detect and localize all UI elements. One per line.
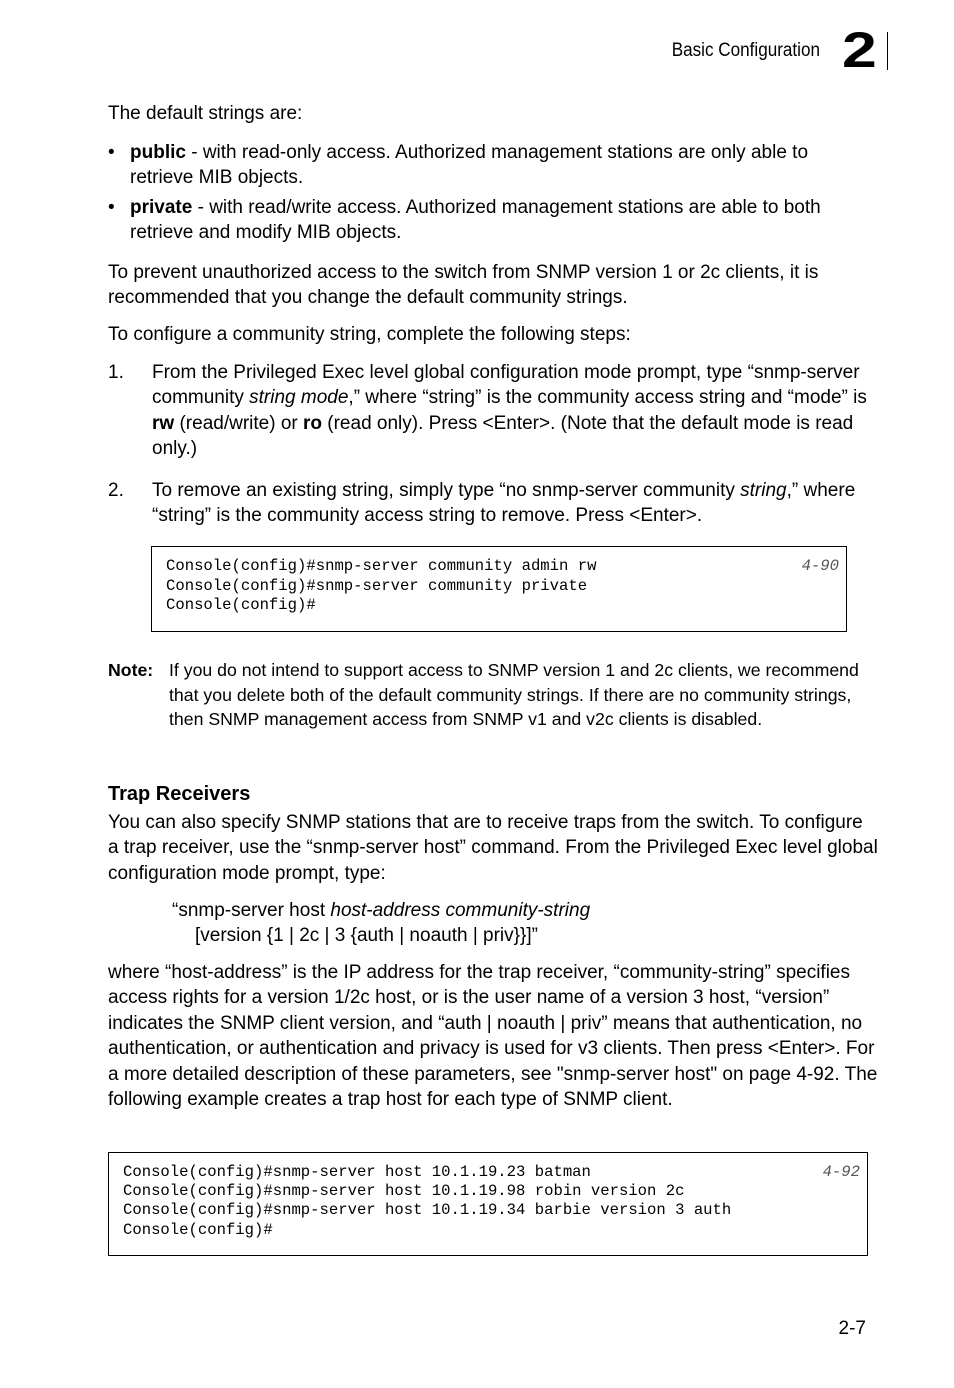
step-1 <box>152 360 872 462</box>
paragraph-prevent: To prevent unauthorized access to the switch from SNMP version 1 or 2c clients, it is recommended that you change the default community strings. <box>108 262 819 309</box>
intro-text: The default strings are: <box>108 103 303 124</box>
code-line: Console(config)#snmp-server host 10.1.19.34 barbie version 3 auth <box>123 1201 732 1219</box>
note-label: Note: <box>108 660 154 680</box>
bullet-term: private <box>130 197 193 218</box>
command-text: “snmp-server host <box>172 900 331 921</box>
page-number: 2-7 <box>838 1318 866 1339</box>
code-line: Console(config)# <box>123 1221 273 1239</box>
bullet-marker: • <box>108 197 115 218</box>
step-text: To remove an existing string, simply type “no snmp-server community <box>152 480 741 501</box>
trap-description: where “host-address” is the IP address for the trap receiver, “community-string” specifies access rights for a version 1/2c host, or is the user name of a version 3 host, “version” indicates the SNMP client version, and “auth | noauth | priv” means that authentication, no authentication, or authentication and privacy is used for v3 clients. Then press <Enter>. For a more detailed description of these parameters, see "snmp-server host" on page 4-92. The following example creates a trap host for each type of SNMP client. <box>108 962 878 1111</box>
step-text: (read/write) or <box>174 412 303 434</box>
chapter-number: 2 <box>842 22 877 78</box>
step-italic: string mode <box>249 387 349 409</box>
code-line: Console(config)# <box>166 596 316 614</box>
code-block-trap-host <box>108 1152 868 1256</box>
bullet-private <box>130 195 875 246</box>
step-text: ,” where “string” is the community access string to remove. Press <Enter>. <box>152 480 856 527</box>
step-bold: ro <box>303 412 322 434</box>
code-line: Console(config)#snmp-server community admin rw <box>166 557 597 575</box>
chapter-rule <box>887 32 889 70</box>
running-header: Basic Configuration <box>671 40 820 61</box>
step-bold: rw <box>152 412 175 434</box>
step-number: 1. <box>108 362 124 383</box>
bullet-public <box>130 140 875 191</box>
code-line: Console(config)#snmp-server host 10.1.19.23 batman <box>123 1163 591 1181</box>
chapter-badge <box>838 22 890 78</box>
command-syntax-line-2: [version {1 | 2c | 3 {auth | noauth | priv}}]” <box>195 925 538 946</box>
trap-paragraph: You can also specify SNMP stations that are to receive traps from the switch. To configure a trap receiver, use the “snmp-server host” command. From the Privileged Exec level global configuration mode prompt, type: <box>108 812 878 884</box>
command-params: host-address community-string <box>330 900 591 921</box>
step-number: 2. <box>108 480 124 501</box>
paragraph-configure: To configure a community string, complete the following steps: <box>108 324 631 345</box>
bullet-term: public <box>130 142 186 163</box>
step-text: ,” where “string” is the community access string and “mode” is <box>348 387 867 409</box>
note-text: If you do not intend to support access to SNMP version 1 and 2c clients, we recommend that you delete both of the default community strings. If there are no community strings, then SNMP management access from SNMP v1 and v2c clients is disabled. <box>169 660 859 729</box>
step-2 <box>152 478 862 529</box>
code-line: Console(config)#snmp-server community private <box>166 577 588 595</box>
code-page-reference: 4-92 <box>822 1163 860 1181</box>
code-page-reference: 4-90 <box>801 557 839 575</box>
bullet-marker: • <box>108 142 115 163</box>
bullet-text: - with read/write access. Authorized management stations are able to both retrieve and modify MIB objects. <box>130 197 821 244</box>
code-block-community <box>151 546 847 632</box>
step-text: From the Privileged Exec level global configuration mode prompt, type “snmp-server community <box>152 362 860 409</box>
bullet-text: - with read-only access. Authorized management stations are only able to retrieve MIB objects. <box>130 142 809 189</box>
command-syntax-line-1 <box>172 898 590 923</box>
step-text: (read only). Press <Enter>. (Note that the default mode is read only.) <box>152 412 854 460</box>
step-italic: string <box>740 480 787 501</box>
section-heading: Trap Receivers <box>108 783 251 805</box>
code-line: Console(config)#snmp-server host 10.1.19.98 robin version 2c <box>123 1182 685 1200</box>
